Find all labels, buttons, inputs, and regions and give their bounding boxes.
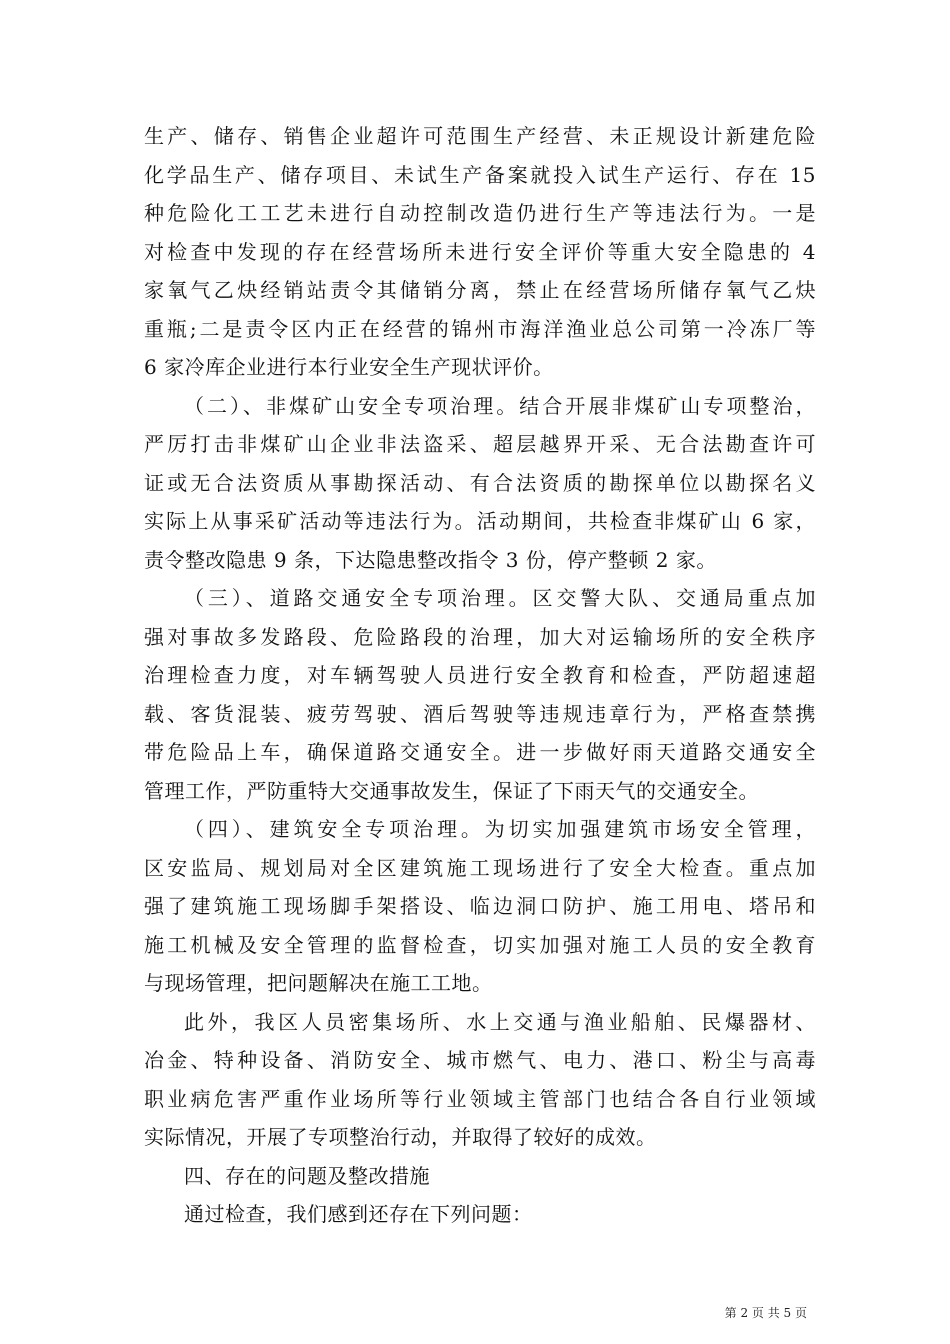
text-line: 化学品生产、储存项目、未试生产备案就投入试生产运行、存在 15: [144, 162, 816, 187]
text-line: 冶金、特种设备、消防安全、城市燃气、电力、港口、粉尘与高毒: [144, 1048, 816, 1072]
text-line: 6 家冷库企业进行本行业安全生产现状评价。: [144, 355, 554, 379]
page-number-footer: 第 2 页 共 5 页: [724, 1306, 807, 1320]
paragraph: [144, 579, 816, 810]
paragraph: [144, 810, 816, 1003]
document-body: [144, 117, 816, 1234]
paragraph: [144, 1003, 816, 1157]
paragraph: [144, 117, 816, 387]
text-line: 四、存在的问题及整改措施: [184, 1163, 430, 1188]
paragraph: [144, 1157, 816, 1196]
text-line: 载、客货混装、疲劳驾驶、酒后驾驶等违规违章行为，严格查禁携: [144, 701, 816, 726]
text-line: 责令整改隐患 9 条，下达隐患整改指令 3 份，停产整顿 2 家。: [144, 547, 717, 572]
text-line: 种危险化工工艺未进行自动控制改造仍进行生产等违法行为。一是: [144, 201, 816, 225]
text-line: 家氧气乙炔经销站责令其储销分离，禁止在经营场所储存氧气乙炔: [144, 278, 816, 302]
text-line: 对检查中发现的存在经营场所未进行安全评价等重大安全隐患的 4: [144, 239, 816, 264]
text-line: 区安监局、规划局对全区建筑施工现场进行了安全大检查。重点加: [144, 855, 816, 880]
text-line: 生产、储存、销售企业超许可范围生产经营、未正规设计新建危险: [144, 124, 816, 148]
paragraph: [144, 1195, 816, 1234]
text-line: 实际情况，开展了专项整治行动，并取得了较好的成效。: [144, 1125, 657, 1149]
paragraph: [144, 387, 816, 580]
text-line: 治理检查力度，对车辆驾驶人员进行安全教育和检查，严防超速超: [144, 663, 816, 687]
text-line: （二）、非煤矿山安全专项治理。结合开展非煤矿山专项整治，: [184, 393, 816, 418]
text-line: 与现场管理，把问题解决在施工工地。: [144, 971, 493, 995]
text-line: 证或无合法资质从事勘探活动、有合法资质的勘探单位以勘探名义: [144, 470, 816, 495]
text-line: 管理工作，严防重特大交通事故发生，保证了下雨天气的交通安全。: [144, 778, 759, 803]
text-line: 严厉打击非煤矿山企业非法盗采、超层越界开采、无合法勘查许可: [144, 432, 816, 456]
text-line: 通过检查，我们感到还存在下列问题：: [184, 1202, 533, 1226]
text-line: 实际上从事采矿活动等违法行为。活动期间，共检查非煤矿山 6 家，: [144, 509, 816, 533]
text-line: 施工机械及安全管理的监督检查，切实加强对施工人员的安全教育: [144, 932, 816, 957]
text-line: 重瓶;二是责令区内正在经营的锦州市海洋渔业总公司第一冷冻厂等: [144, 316, 816, 341]
text-line: 强对事故多发路段、危险路段的治理，加大对运输场所的安全秩序: [144, 624, 816, 649]
text-line: 职业病危害严重作业场所等行业领域主管部门也结合各自行业领域: [144, 1086, 816, 1111]
text-line: （三）、道路交通安全专项治理。区交警大队、交通局重点加: [184, 586, 816, 610]
text-line: （四）、建筑安全专项治理。为切实加强建筑市场安全管理，: [184, 817, 816, 841]
text-line: 强了建筑施工现场脚手架搭设、临边洞口防护、施工用电、塔吊和: [144, 894, 816, 918]
text-line: 带危险品上车，确保道路交通安全。进一步做好雨天道路交通安全: [144, 740, 816, 764]
text-line: 此外，我区人员密集场所、水上交通与渔业船舶、民爆器材、: [184, 1009, 816, 1034]
